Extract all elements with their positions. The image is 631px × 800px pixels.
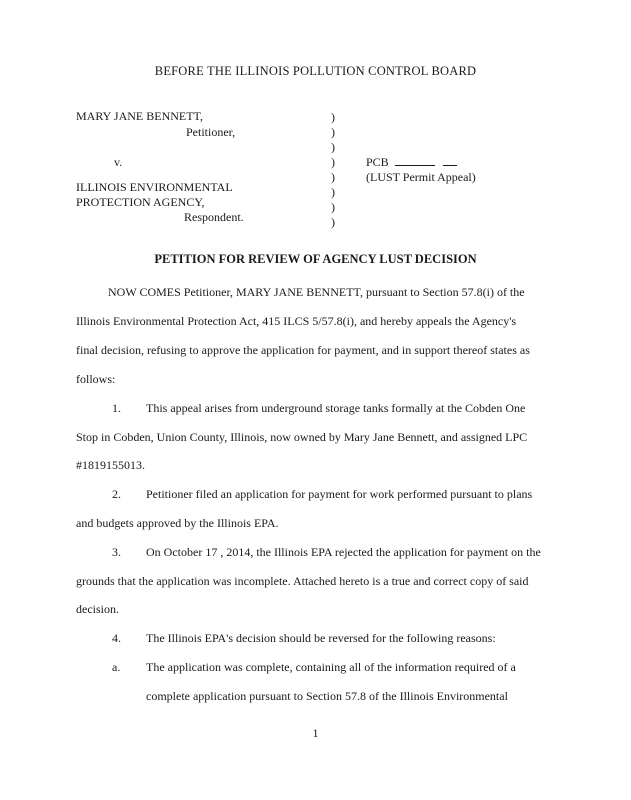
subparagraph-letter: a. [112,660,121,674]
subparagraph-line: The application was complete, containing all of the information required of a [146,660,516,674]
document-title: PETITION FOR REVIEW OF AGENCY LUST DECISION [154,252,477,266]
respondent-line-2: PROTECTION AGENCY, [76,195,205,209]
petitioner-name: MARY JANE BENNETT, [76,109,203,123]
caption-paren: ) [331,155,335,169]
case-type: (LUST Permit Appeal) [366,170,476,184]
caption-paren: ) [331,110,335,124]
paragraph-line: grounds that the application was incomplete. Attached hereto is a true and correct copy of said [76,574,529,588]
paragraph-line: On October 17 , 2014, the Illinois EPA rejected the application for payment on the [146,545,541,559]
caption-paren: ) [331,215,335,229]
paragraph-line: and budgets approved by the Illinois EPA. [76,516,279,530]
case-label: PCB [366,155,389,169]
versus: v. [114,155,123,169]
paragraph-line: Petitioner filed an application for payment for work performed pursuant to plans [146,487,533,501]
case-number [366,156,457,168]
caption-paren: ) [331,125,335,139]
paragraph-line: #1819155013. [76,458,145,472]
intro-line: Illinois Environmental Protection Act, 415 ILCS 5/57.8(i), and hereby appeals the Agency's [76,314,517,328]
petitioner-role: Petitioner, [186,125,236,139]
paragraph-line: The Illinois EPA's decision should be reversed for the following reasons: [146,631,496,645]
page-number: 1 [312,726,319,740]
paragraph-number: 1. [112,401,121,415]
caption-paren: ) [331,170,335,184]
caption-paren: ) [331,200,335,214]
paragraph-line: Stop in Cobden, Union County, Illinois, now owned by Mary Jane Bennett, and assigned LPC [76,430,528,444]
caption-paren: ) [331,140,335,154]
intro-line: NOW COMES Petitioner, MARY JANE BENNETT, pursuant to Section 57.8(i) of the [108,285,525,299]
case-number-blank [443,156,457,166]
paragraph-number: 4. [112,631,121,645]
respondent-line-1: ILLINOIS ENVIRONMENTAL [76,180,233,194]
paragraph-line: This appeal arises from underground storage tanks formally at the Cobden One [146,401,526,415]
case-number-blank [395,156,435,166]
intro-line: follows: [76,372,116,386]
respondent-role: Respondent. [184,210,244,224]
paragraph-number: 3. [112,545,121,559]
caption-paren: ) [331,185,335,199]
paragraph-line: decision. [76,602,119,616]
intro-line: final decision, refusing to approve the application for payment, and in support thereof states as [76,343,530,357]
paragraph-number: 2. [112,487,121,501]
subparagraph-line: complete application pursuant to Section 57.8 of the Illinois Environmental [146,689,508,703]
court-heading: BEFORE THE ILLINOIS POLLUTION CONTROL BOARD [154,64,477,78]
